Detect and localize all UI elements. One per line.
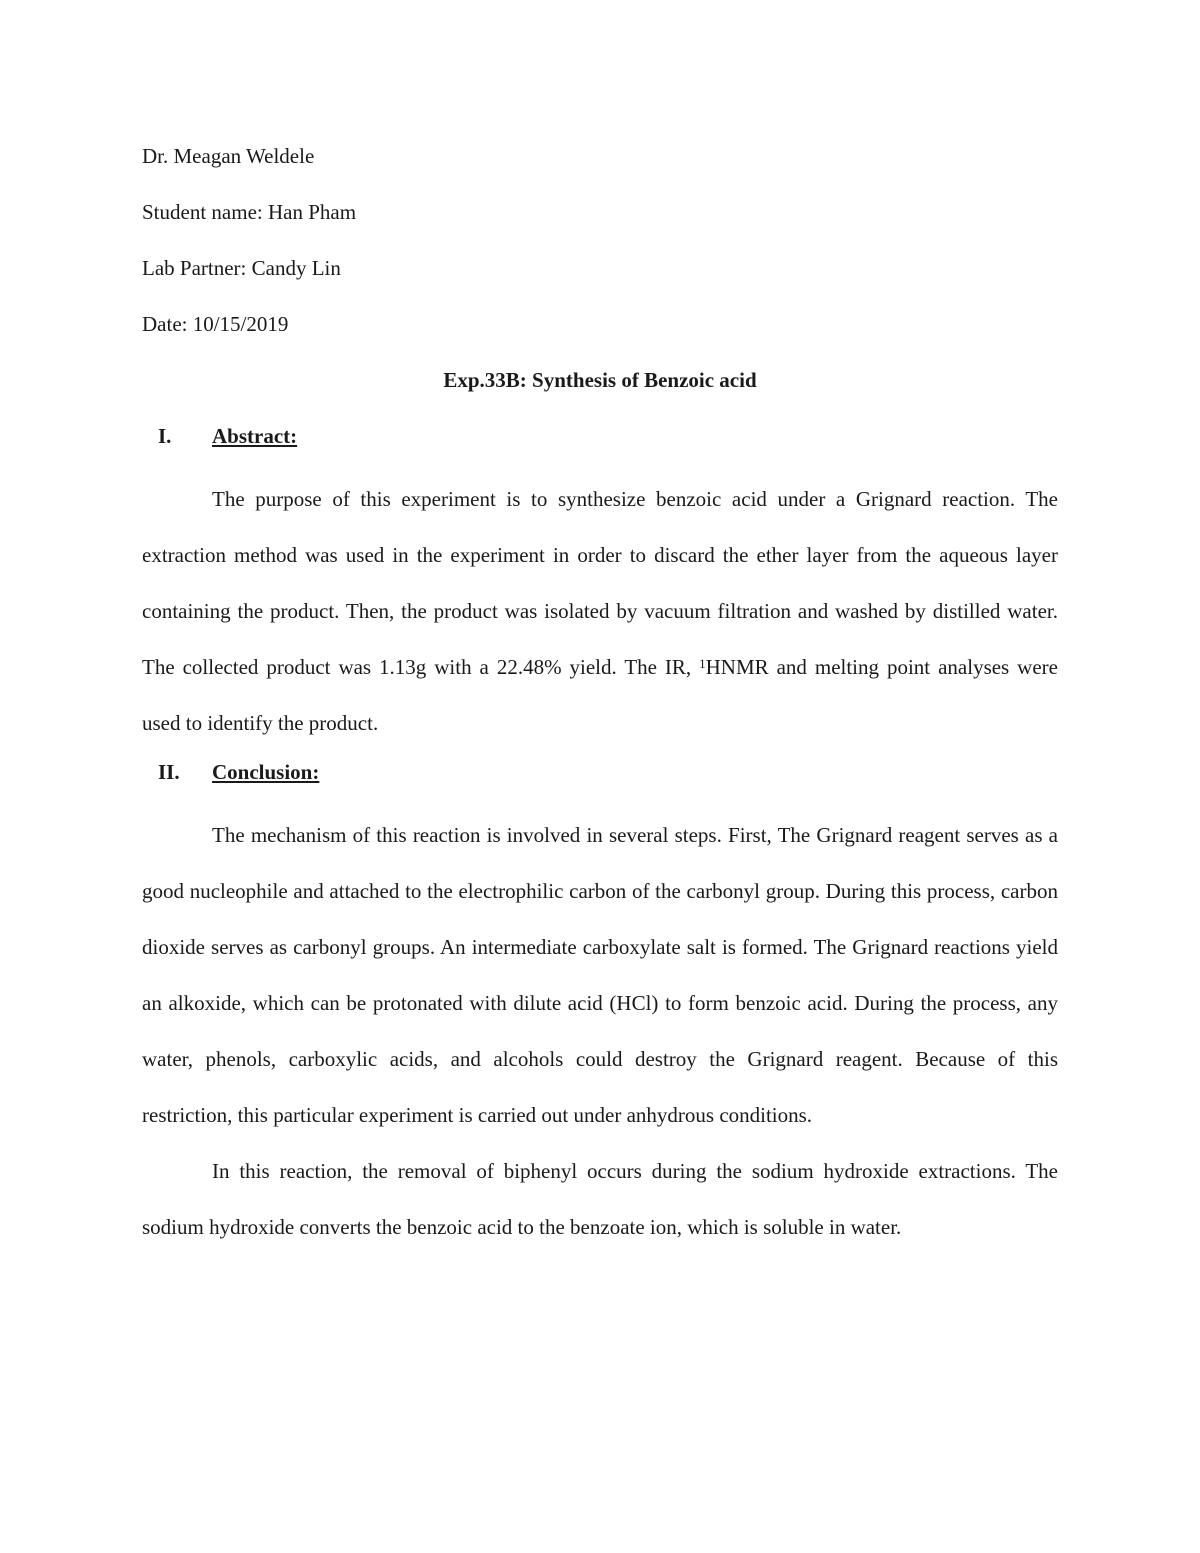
conclusion-paragraph-2: In this reaction, the removal of biphenyl occurs during the sodium hydroxide extractions. The sodium hydroxide converts the benzoic acid to the benzoate ion, which is soluble in water. bbox=[142, 1159, 1058, 1239]
report-title: Exp.33B: Synthesis of Benzoic acid bbox=[443, 368, 757, 392]
section-title: Conclusion: bbox=[212, 760, 320, 784]
abstract-text-end: HNMR and melting point analyses were used to identify the product. bbox=[142, 655, 1058, 735]
conclusion-paragraph-1: The mechanism of this reaction is involved in several steps. First, The Grignard reagent serves as a good nucleophile and attached to the electrophilic carbon of the carbonyl group. During this process, carbon dioxide serves as carbonyl groups. An intermediate carboxylate salt is formed. The Grignard reactions yield an alkoxide, which can be protonated with dilute acid (HCl) to form benzoic acid. During the process, any water, phenols, carboxylic acids, and alcohols could destroy the Grignard reagent. Because of this restriction, this particular experiment is carried out under anhydrous conditions. bbox=[142, 823, 1058, 1127]
section-title: Abstract: bbox=[212, 424, 298, 448]
section-heading-abstract bbox=[142, 415, 1058, 471]
section-numeral: II. bbox=[158, 760, 180, 784]
section-numeral: I. bbox=[158, 424, 172, 448]
student-name: Student name: Han Pham bbox=[142, 200, 357, 224]
instructor-name: Dr. Meagan Weldele bbox=[142, 144, 315, 168]
section-heading-conclusion bbox=[142, 751, 1058, 807]
abstract-paragraph bbox=[142, 471, 1058, 751]
abstract-text: The purpose of this experiment is to synthesize benzoic acid under a Grignard reaction. The extraction method was used in the experiment in order to discard the ether layer from the aqueous layer containing the product. Then, the product was isolated by vacuum filtration and washed by distilled water. The collected product was 1.13g with a 22.48% yield. The IR, bbox=[142, 487, 1058, 679]
superscript: 1 bbox=[699, 656, 706, 671]
lab-partner: Lab Partner: Candy Lin bbox=[142, 256, 341, 280]
report-date: Date: 10/15/2019 bbox=[142, 312, 289, 336]
document-body bbox=[142, 135, 1058, 1255]
